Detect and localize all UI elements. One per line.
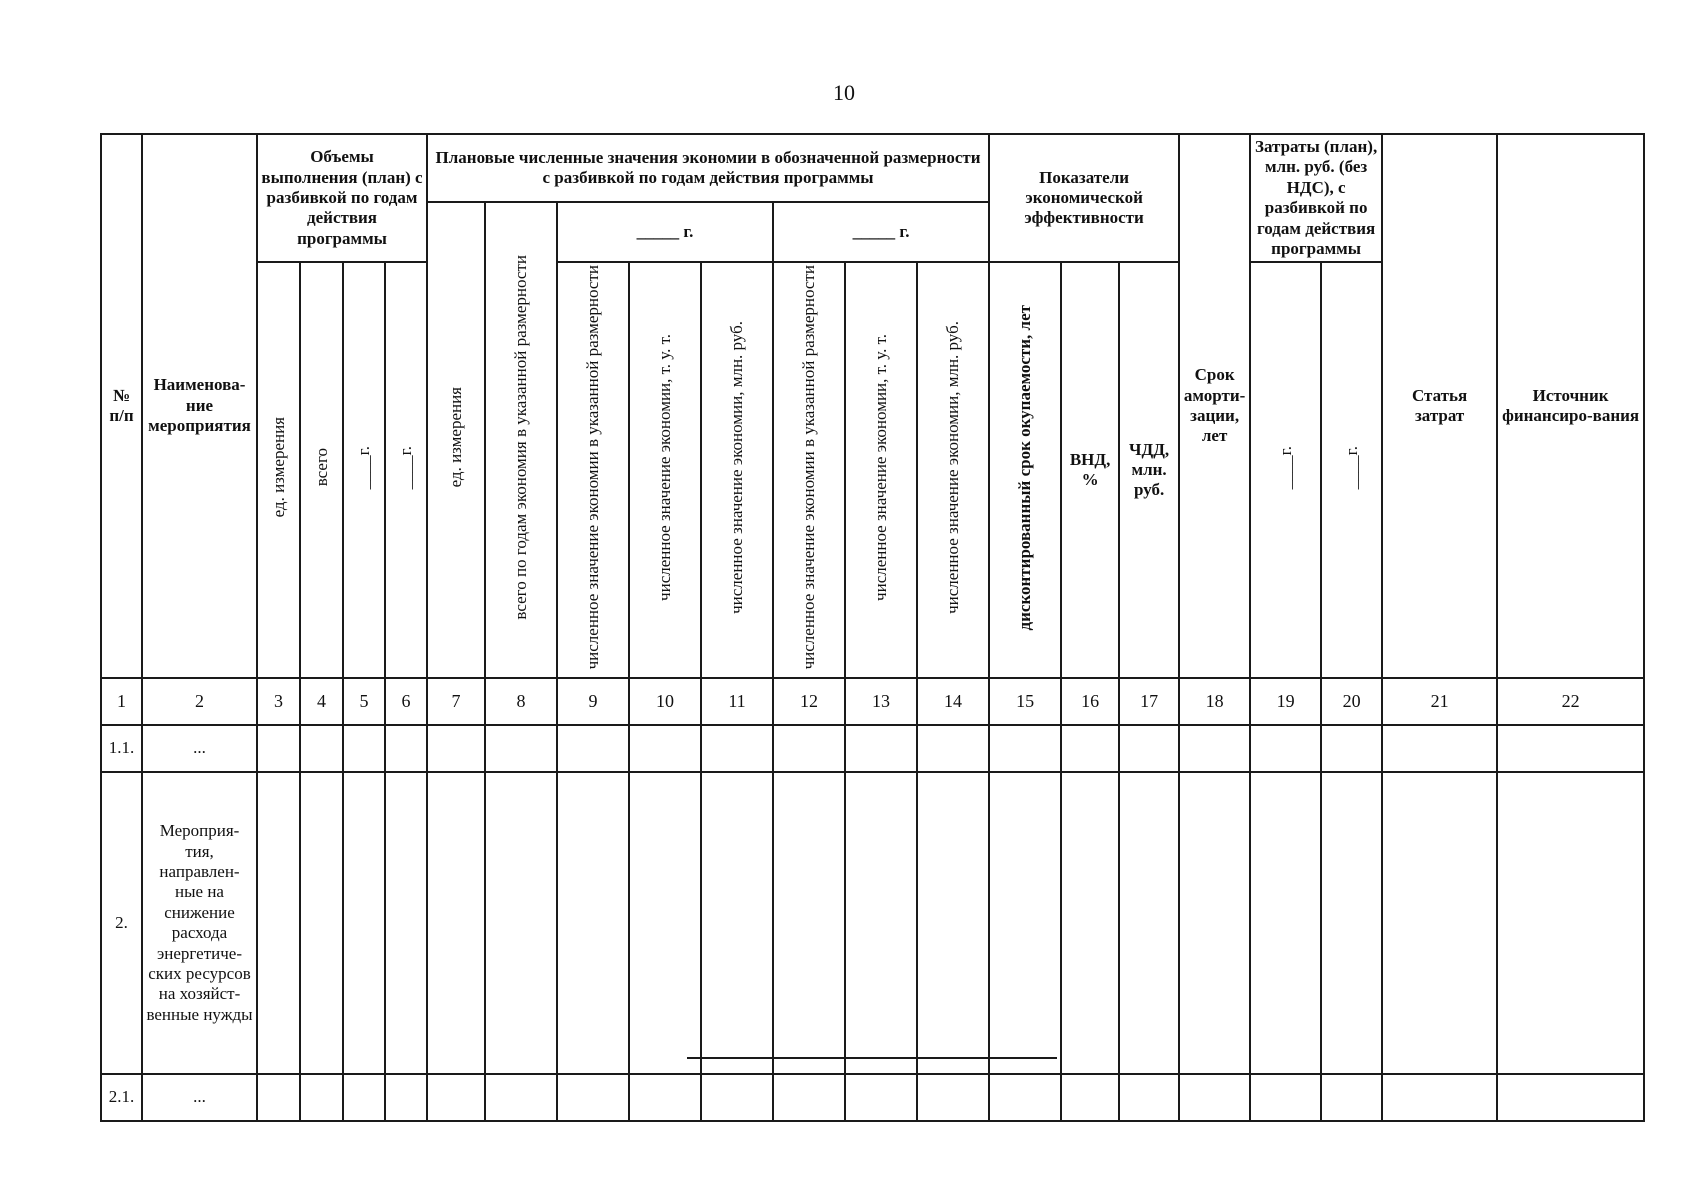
header-volumes-year-2 (385, 262, 427, 678)
row-num: 2.1. (101, 1074, 142, 1121)
row-name: ... (142, 725, 257, 772)
empty-cell[interactable] (427, 725, 485, 772)
payback-label: дисконтированный срок окупаемости, лет (1015, 304, 1035, 631)
empty-cell[interactable] (629, 1074, 701, 1121)
header-savings-total (485, 202, 557, 678)
header-volumes-year-1 (343, 262, 385, 678)
empty-cell[interactable] (989, 1074, 1061, 1121)
empty-cell[interactable] (1119, 1074, 1179, 1121)
row-num: 1.1. (101, 725, 142, 772)
header-year-1: _____ г. (557, 202, 773, 262)
empty-cell[interactable] (1382, 772, 1497, 1074)
header-savings-unit (427, 202, 485, 678)
empty-cell[interactable] (385, 772, 427, 1074)
empty-cell[interactable] (1061, 772, 1119, 1074)
col-number: 4 (300, 678, 343, 725)
empty-cell[interactable] (1179, 772, 1250, 1074)
header-y2-value (773, 262, 845, 678)
empty-cell[interactable] (1179, 1074, 1250, 1121)
empty-cell[interactable] (773, 772, 845, 1074)
column-number-row (101, 678, 1644, 725)
empty-cell[interactable] (989, 725, 1061, 772)
empty-cell[interactable] (257, 1074, 300, 1121)
header-cost-item: Статья затрат (1382, 134, 1497, 678)
col-number: 15 (989, 678, 1061, 725)
header-payback (989, 262, 1061, 678)
header-costs: Затраты (план), млн. руб. (без НДС), с разбивкой по годам действия программы (1250, 134, 1382, 262)
col-number: 10 (629, 678, 701, 725)
empty-cell[interactable] (1497, 772, 1644, 1074)
empty-cell[interactable] (1179, 725, 1250, 772)
col-number: 3 (257, 678, 300, 725)
vol-unit-label: ед. измерения (268, 417, 288, 518)
empty-cell[interactable] (385, 1074, 427, 1121)
empty-cell[interactable] (989, 772, 1061, 1074)
empty-cell[interactable] (917, 1074, 989, 1121)
empty-cell[interactable] (917, 725, 989, 772)
header-year-2: _____ г. (773, 202, 989, 262)
empty-cell[interactable] (845, 725, 917, 772)
col-number: 8 (485, 678, 557, 725)
col-number: 2 (142, 678, 257, 725)
empty-cell[interactable] (845, 772, 917, 1074)
empty-cell[interactable] (557, 725, 629, 772)
program-measures-table (100, 133, 1645, 1122)
empty-cell[interactable] (343, 725, 385, 772)
empty-cell[interactable] (701, 1074, 773, 1121)
y2-tut-label: численное значение экономии, т. у. т. (871, 334, 891, 602)
header-savings-total-label: всего по годам экономия в указанной размерности (511, 255, 531, 620)
header-efficiency: Показатели экономической эффективности (989, 134, 1179, 262)
row-name: Мероприя-тия, направлен-ные на снижение расхода энергетиче-ских ресурсов на хозяйст-венные нужды (142, 772, 257, 1074)
empty-cell[interactable] (257, 725, 300, 772)
y2-rub-label: численное значение экономии, млн. руб. (943, 321, 963, 614)
vol-total-label: всего (311, 448, 331, 487)
page-number: 10 (833, 80, 855, 105)
header-num: № п/п (101, 134, 142, 678)
empty-cell[interactable] (1061, 725, 1119, 772)
empty-cell[interactable] (773, 1074, 845, 1121)
empty-cell[interactable] (485, 725, 557, 772)
col-number: 19 (1250, 678, 1321, 725)
empty-cell[interactable] (343, 1074, 385, 1121)
row-name: ... (142, 1074, 257, 1121)
y1-rub-label: численное значение экономии, млн. руб. (727, 321, 747, 614)
empty-cell[interactable] (629, 725, 701, 772)
empty-cell[interactable] (1061, 1074, 1119, 1121)
empty-cell[interactable] (701, 772, 773, 1074)
row-num: 2. (101, 772, 142, 1074)
empty-cell[interactable] (257, 772, 300, 1074)
empty-cell[interactable] (1497, 725, 1644, 772)
header-y1-tut (629, 262, 701, 678)
empty-cell[interactable] (385, 725, 427, 772)
empty-cell[interactable] (485, 772, 557, 1074)
col-number: 11 (701, 678, 773, 725)
col-number: 7 (427, 678, 485, 725)
header-amortization: Срок аморти-зации, лет (1179, 134, 1250, 678)
empty-cell[interactable] (557, 772, 629, 1074)
y1-value-label: численное значение экономии в указанной размерности (583, 265, 603, 670)
col-number: 16 (1061, 678, 1119, 725)
col-number: 21 (1382, 678, 1497, 725)
col-number: 5 (343, 678, 385, 725)
empty-cell[interactable] (1250, 1074, 1321, 1121)
empty-cell[interactable] (343, 772, 385, 1074)
header-y2-tut (845, 262, 917, 678)
empty-cell[interactable] (1250, 725, 1321, 772)
header-savings: Плановые численные значения экономии в обозначенной размерности с разбивкой по годам действия программы (427, 134, 989, 202)
header-volumes-unit (257, 262, 300, 678)
empty-cell[interactable] (629, 772, 701, 1074)
table-row (101, 1074, 1644, 1121)
empty-cell[interactable] (1321, 772, 1382, 1074)
empty-cell[interactable] (773, 725, 845, 772)
col-number: 20 (1321, 678, 1382, 725)
table-row (101, 725, 1644, 772)
header-npv: ЧДД, млн. руб. (1119, 262, 1179, 678)
table-row (101, 772, 1644, 1074)
header-volumes: Объемы выполнения (план) с разбивкой по годам действия программы (257, 134, 427, 262)
col-number: 13 (845, 678, 917, 725)
y2-value-label: численное значение экономии в указанной размерности (799, 265, 819, 670)
empty-cell[interactable] (1497, 1074, 1644, 1121)
footnote-rule (687, 1057, 1057, 1059)
empty-cell[interactable] (557, 1074, 629, 1121)
costs-year-2-label: ____г. (1341, 445, 1361, 490)
col-number: 1 (101, 678, 142, 725)
costs-year-1-label: ____г. (1275, 445, 1295, 490)
col-number: 22 (1497, 678, 1644, 725)
empty-cell[interactable] (1250, 772, 1321, 1074)
empty-cell[interactable] (300, 1074, 343, 1121)
y1-tut-label: численное значение экономии, т. у. т. (655, 334, 675, 602)
empty-cell[interactable] (845, 1074, 917, 1121)
empty-cell[interactable] (427, 772, 485, 1074)
header-y1-rub (701, 262, 773, 678)
empty-cell[interactable] (1321, 1074, 1382, 1121)
col-number: 14 (917, 678, 989, 725)
empty-cell[interactable] (1382, 1074, 1497, 1121)
col-number: 18 (1179, 678, 1250, 725)
col-number: 17 (1119, 678, 1179, 725)
empty-cell[interactable] (917, 772, 989, 1074)
empty-cell[interactable] (427, 1074, 485, 1121)
vol-year-1-label: ____г. (354, 445, 374, 490)
header-savings-unit-label: ед. измерения (446, 387, 466, 488)
header-costs-year-1 (1250, 262, 1321, 678)
col-number: 12 (773, 678, 845, 725)
header-name: Наименова-ние мероприятия (142, 134, 257, 678)
header-funding: Источник финансиро-вания (1497, 134, 1644, 678)
empty-cell[interactable] (1382, 725, 1497, 772)
empty-cell[interactable] (1119, 772, 1179, 1074)
empty-cell[interactable] (701, 725, 773, 772)
col-number: 6 (385, 678, 427, 725)
col-number: 9 (557, 678, 629, 725)
header-y1-value (557, 262, 629, 678)
empty-cell[interactable] (300, 772, 343, 1074)
empty-cell[interactable] (1119, 725, 1179, 772)
header-y2-rub (917, 262, 989, 678)
empty-cell[interactable] (1321, 725, 1382, 772)
vol-year-2-label: ____г. (396, 445, 416, 490)
empty-cell[interactable] (300, 725, 343, 772)
header-volumes-total (300, 262, 343, 678)
header-irr: ВНД, % (1061, 262, 1119, 678)
header-costs-year-2 (1321, 262, 1382, 678)
empty-cell[interactable] (485, 1074, 557, 1121)
